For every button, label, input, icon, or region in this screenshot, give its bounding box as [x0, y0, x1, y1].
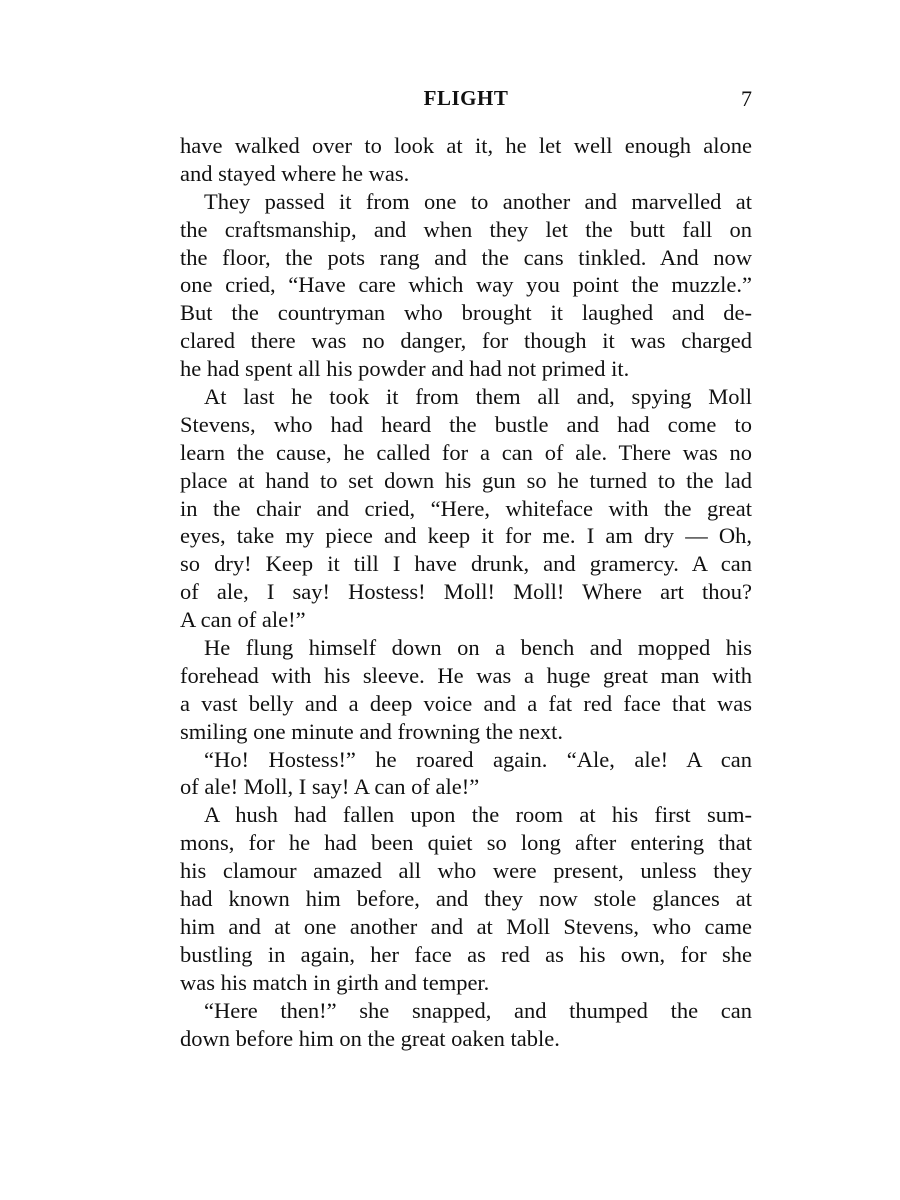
text-line: eyes, take my piece and keep it for me. I am dry — Oh,	[180, 523, 752, 549]
text-line: of ale! Moll, I say! A can of ale!”	[180, 774, 480, 800]
text-line: “Ho! Hostess!” he roared again. “Ale, ale! A can	[204, 746, 752, 772]
text-line: one cried, “Have care which way you point the muzzle.”	[180, 272, 752, 298]
text-line: of ale, I say! Hostess! Moll! Moll! Where art thou?	[180, 579, 752, 605]
text-line: was his match in girth and temper.	[180, 969, 490, 995]
running-head	[180, 86, 752, 114]
text-line: learn the cause, he called for a can of ale. There was no	[180, 439, 752, 465]
text-line: the craftsmanship, and when they let the butt fall on	[180, 216, 752, 242]
text-line: smiling one minute and frowning the next.	[180, 718, 564, 744]
text-line: They passed it from one to another and marvelled at	[204, 188, 752, 214]
text-line: He flung himself down on a bench and mopped his	[204, 635, 752, 661]
text-line: so dry! Keep it till I have drunk, and gramercy. A can	[180, 551, 752, 577]
text-line: Stevens, who had heard the bustle and had come to	[180, 411, 752, 437]
text-line: and stayed where he was.	[180, 160, 410, 186]
text-line: in the chair and cried, “Here, whiteface with the great	[180, 495, 752, 521]
text-line: A hush had fallen upon the room at his first sum-	[204, 802, 752, 828]
text-line: down before him on the great oaken table.	[180, 1025, 560, 1051]
text-line: bustling in again, her face as red as his own, for she	[180, 941, 752, 967]
body-text	[180, 132, 752, 1052]
text-line: place at hand to set down his gun so he turned to the lad	[180, 467, 752, 493]
text-line: mons, for he had been quiet so long after entering that	[180, 830, 752, 856]
text-line: A can of ale!”	[180, 607, 306, 633]
text-line: had known him before, and they now stole glances at	[180, 886, 752, 912]
text-line: him and at one another and at Moll Stevens, who came	[180, 913, 752, 939]
chapter-title: FLIGHT	[423, 86, 509, 110]
text-line: the floor, the pots rang and the cans tinkled. And now	[180, 244, 752, 270]
text-line: have walked over to look at it, he let well enough alone	[180, 133, 752, 158]
text-line: At last he took it from them all and, spying Moll	[204, 384, 752, 410]
text-line: a vast belly and a deep voice and a fat red face that was	[180, 690, 752, 716]
text-line: forehead with his sleeve. He was a huge great man with	[180, 662, 752, 688]
text-line: “Here then!” she snapped, and thumped the can	[204, 997, 752, 1023]
text-line: he had spent all his powder and had not primed it.	[180, 356, 630, 382]
text-line: his clamour amazed all who were present, unless they	[180, 858, 752, 884]
text-line: But the countryman who brought it laughed and de-	[180, 300, 752, 326]
page-number: 7	[741, 86, 752, 111]
text-line: clared there was no danger, for though it was charged	[180, 328, 752, 354]
